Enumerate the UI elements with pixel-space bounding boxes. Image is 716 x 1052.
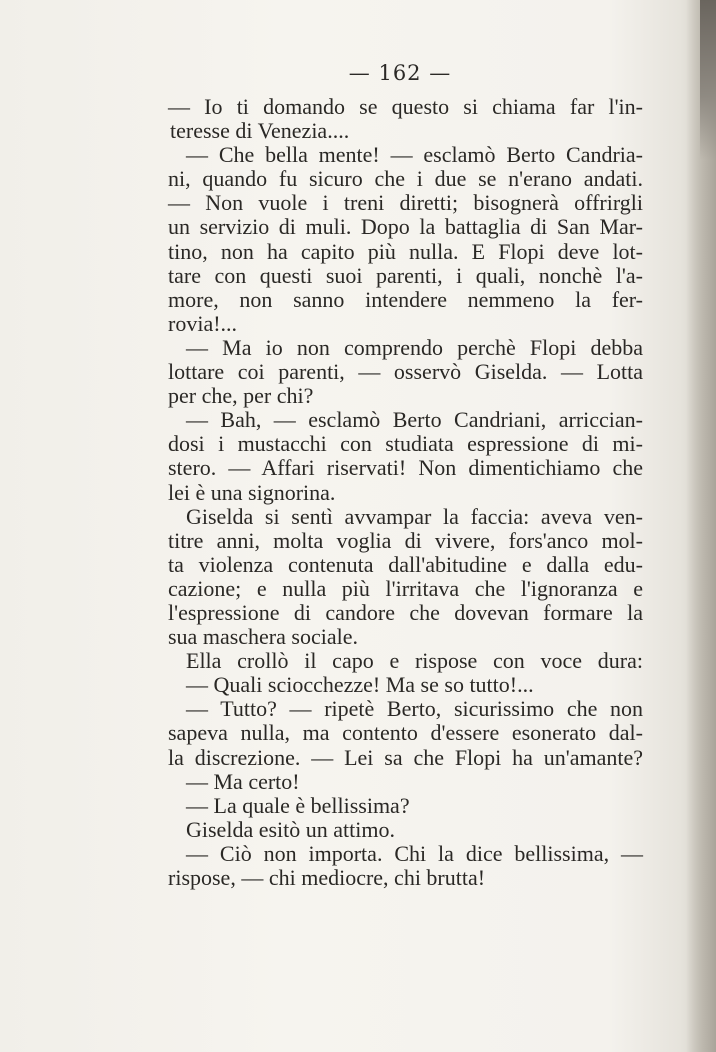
text-line: tare con questi suoi parenti, i quali, nonchè l'a- [168,262,643,288]
text-line: — Ma io non comprendo perchè Flopi debba [186,334,643,360]
text-line: — Ciò non importa. Chi la dice bellissima, — [186,840,643,866]
page-text [168,95,643,890]
text-line: — Che bella mente! — esclamò Berto Candria- [186,142,643,168]
text-line: stero. — Affari riservati! Non dimentichiamo che [168,455,643,481]
text-line: titre anni, molta voglia di vivere, fors'anco mol- [168,527,643,553]
text-line: Ella crollò il capo e rispose con voce dura: [186,648,643,674]
text-line: tino, non ha capito più nulla. E Flopi deve lot- [168,238,643,264]
text-line: rispose, — chi mediocre, chi brutta! [168,865,486,890]
text-line: Giselda esitò un attimo. [186,816,395,842]
text-line: — Io ti domando se questo si chiama far l'in- [168,94,643,119]
text-line: Giselda si sentì avvampar la faccia: aveva ven- [186,503,643,529]
text-line: ni, quando fu sicuro che i due se n'erano andati. [168,166,643,192]
text-line: sua maschera sociale. [168,624,358,650]
text-line: cazione; e nulla più l'irritava che l'ignoranza e [168,575,643,601]
text-line: more, non sanno intendere nemmeno la fer- [168,286,643,312]
text-line: — Tutto? — ripetè Berto, sicurissimo che non [186,696,643,722]
text-line: un servizio di muli. Dopo la battaglia di San Mar- [168,214,643,240]
page-number: — 162 — [348,61,452,85]
text-line: per che, per chi? [168,383,314,409]
text-line: lottare coi parenti, — osservò Giselda. — Lotta [168,359,643,385]
text-line: l'espressione di candore che dovevan formare la [168,599,643,625]
text-line: dosi i mustacchi con studiata espressione di mi- [168,431,643,457]
text-line: la discrezione. — Lei sa che Flopi ha un'amante? [168,744,643,770]
text-line: — Bah, — esclamò Berto Candriani, arriccian- [186,407,643,433]
text-line: ta violenza contenuta dall'abitudine e dalla edu- [168,551,643,577]
text-line: — La quale è bellissima? [186,792,410,818]
text-line: rovia!... [168,310,238,336]
text-line: sapeva nulla, ma contento d'essere esonerato dal- [168,720,643,746]
text-line: — Non vuole i treni diretti; bisognerà offrirgli [168,190,643,216]
text-line: — Quali sciocchezze! Ma se so tutto!... [186,672,534,698]
text-line: teresse di Venezia.... [170,118,350,144]
text-line: lei è una signorina. [168,479,336,505]
text-line: — Ma certo! [186,768,300,794]
